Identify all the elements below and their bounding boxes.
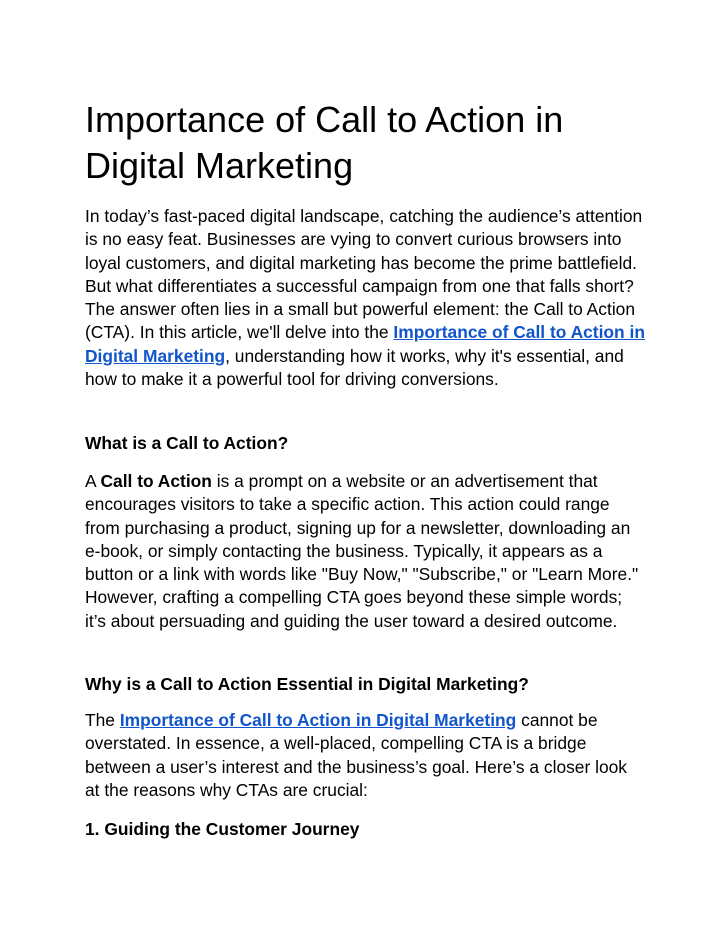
section1-paragraph <box>85 470 645 633</box>
section2-paragraph <box>85 709 645 802</box>
section2-text-after-link: cannot be overstated. In essence, a well-placed, compelling CTA is a bridge between a user’s interest and the business’s goal. Here’s a closer look at the reasons why CTAs are crucial: <box>85 710 628 800</box>
intro-paragraph <box>85 205 645 391</box>
section1-text-after-bold: is a prompt on a website or an advertisement that encourages visitors to take a specific action. This action could range from purchasing a product, signing up for a newsletter, downloading an e-book, or simply contacting the business. Typically, it appears as a button or a link with words like "Buy Now," "Subscribe," or "Learn More." However, crafting a compelling CTA goes beyond these simple words; it’s about persuading and guiding the user toward a desired outcome. <box>85 471 639 631</box>
section-heading-guiding-journey: 1. Guiding the Customer Journey <box>85 819 360 839</box>
intro-text-before-link: In today’s fast-paced digital landscape, catching the audience’s attention is no easy feat. Businesses are vying to convert curious browsers into loyal customers, and digital marketing has become the prime battlefield. But what differentiates a successful campaign from one that falls short? The answer often lies in a small but powerful element: the Call to Action (CTA). In this article, we'll delve into the <box>85 206 643 343</box>
section1-bold-term: Call to Action <box>100 471 212 491</box>
document-title: Importance of Call to Action in Digital Marketing <box>85 99 564 186</box>
intro-link[interactable]: Importance of Call to Action in Digital Marketing <box>85 322 645 366</box>
section-heading-what-is-cta: What is a Call to Action? <box>85 433 289 453</box>
section2-link[interactable]: Importance of Call to Action in Digital Marketing <box>119 710 517 730</box>
section1-text-before-bold: A <box>85 471 101 491</box>
section2-text-before-link: The <box>85 710 120 730</box>
section-heading-why-essential: Why is a Call to Action Essential in Digital Marketing? <box>85 674 529 694</box>
intro-text-after-link: , understanding how it works, why it's essential, and how to make it a powerful tool for driving conversions. <box>85 345 624 390</box>
